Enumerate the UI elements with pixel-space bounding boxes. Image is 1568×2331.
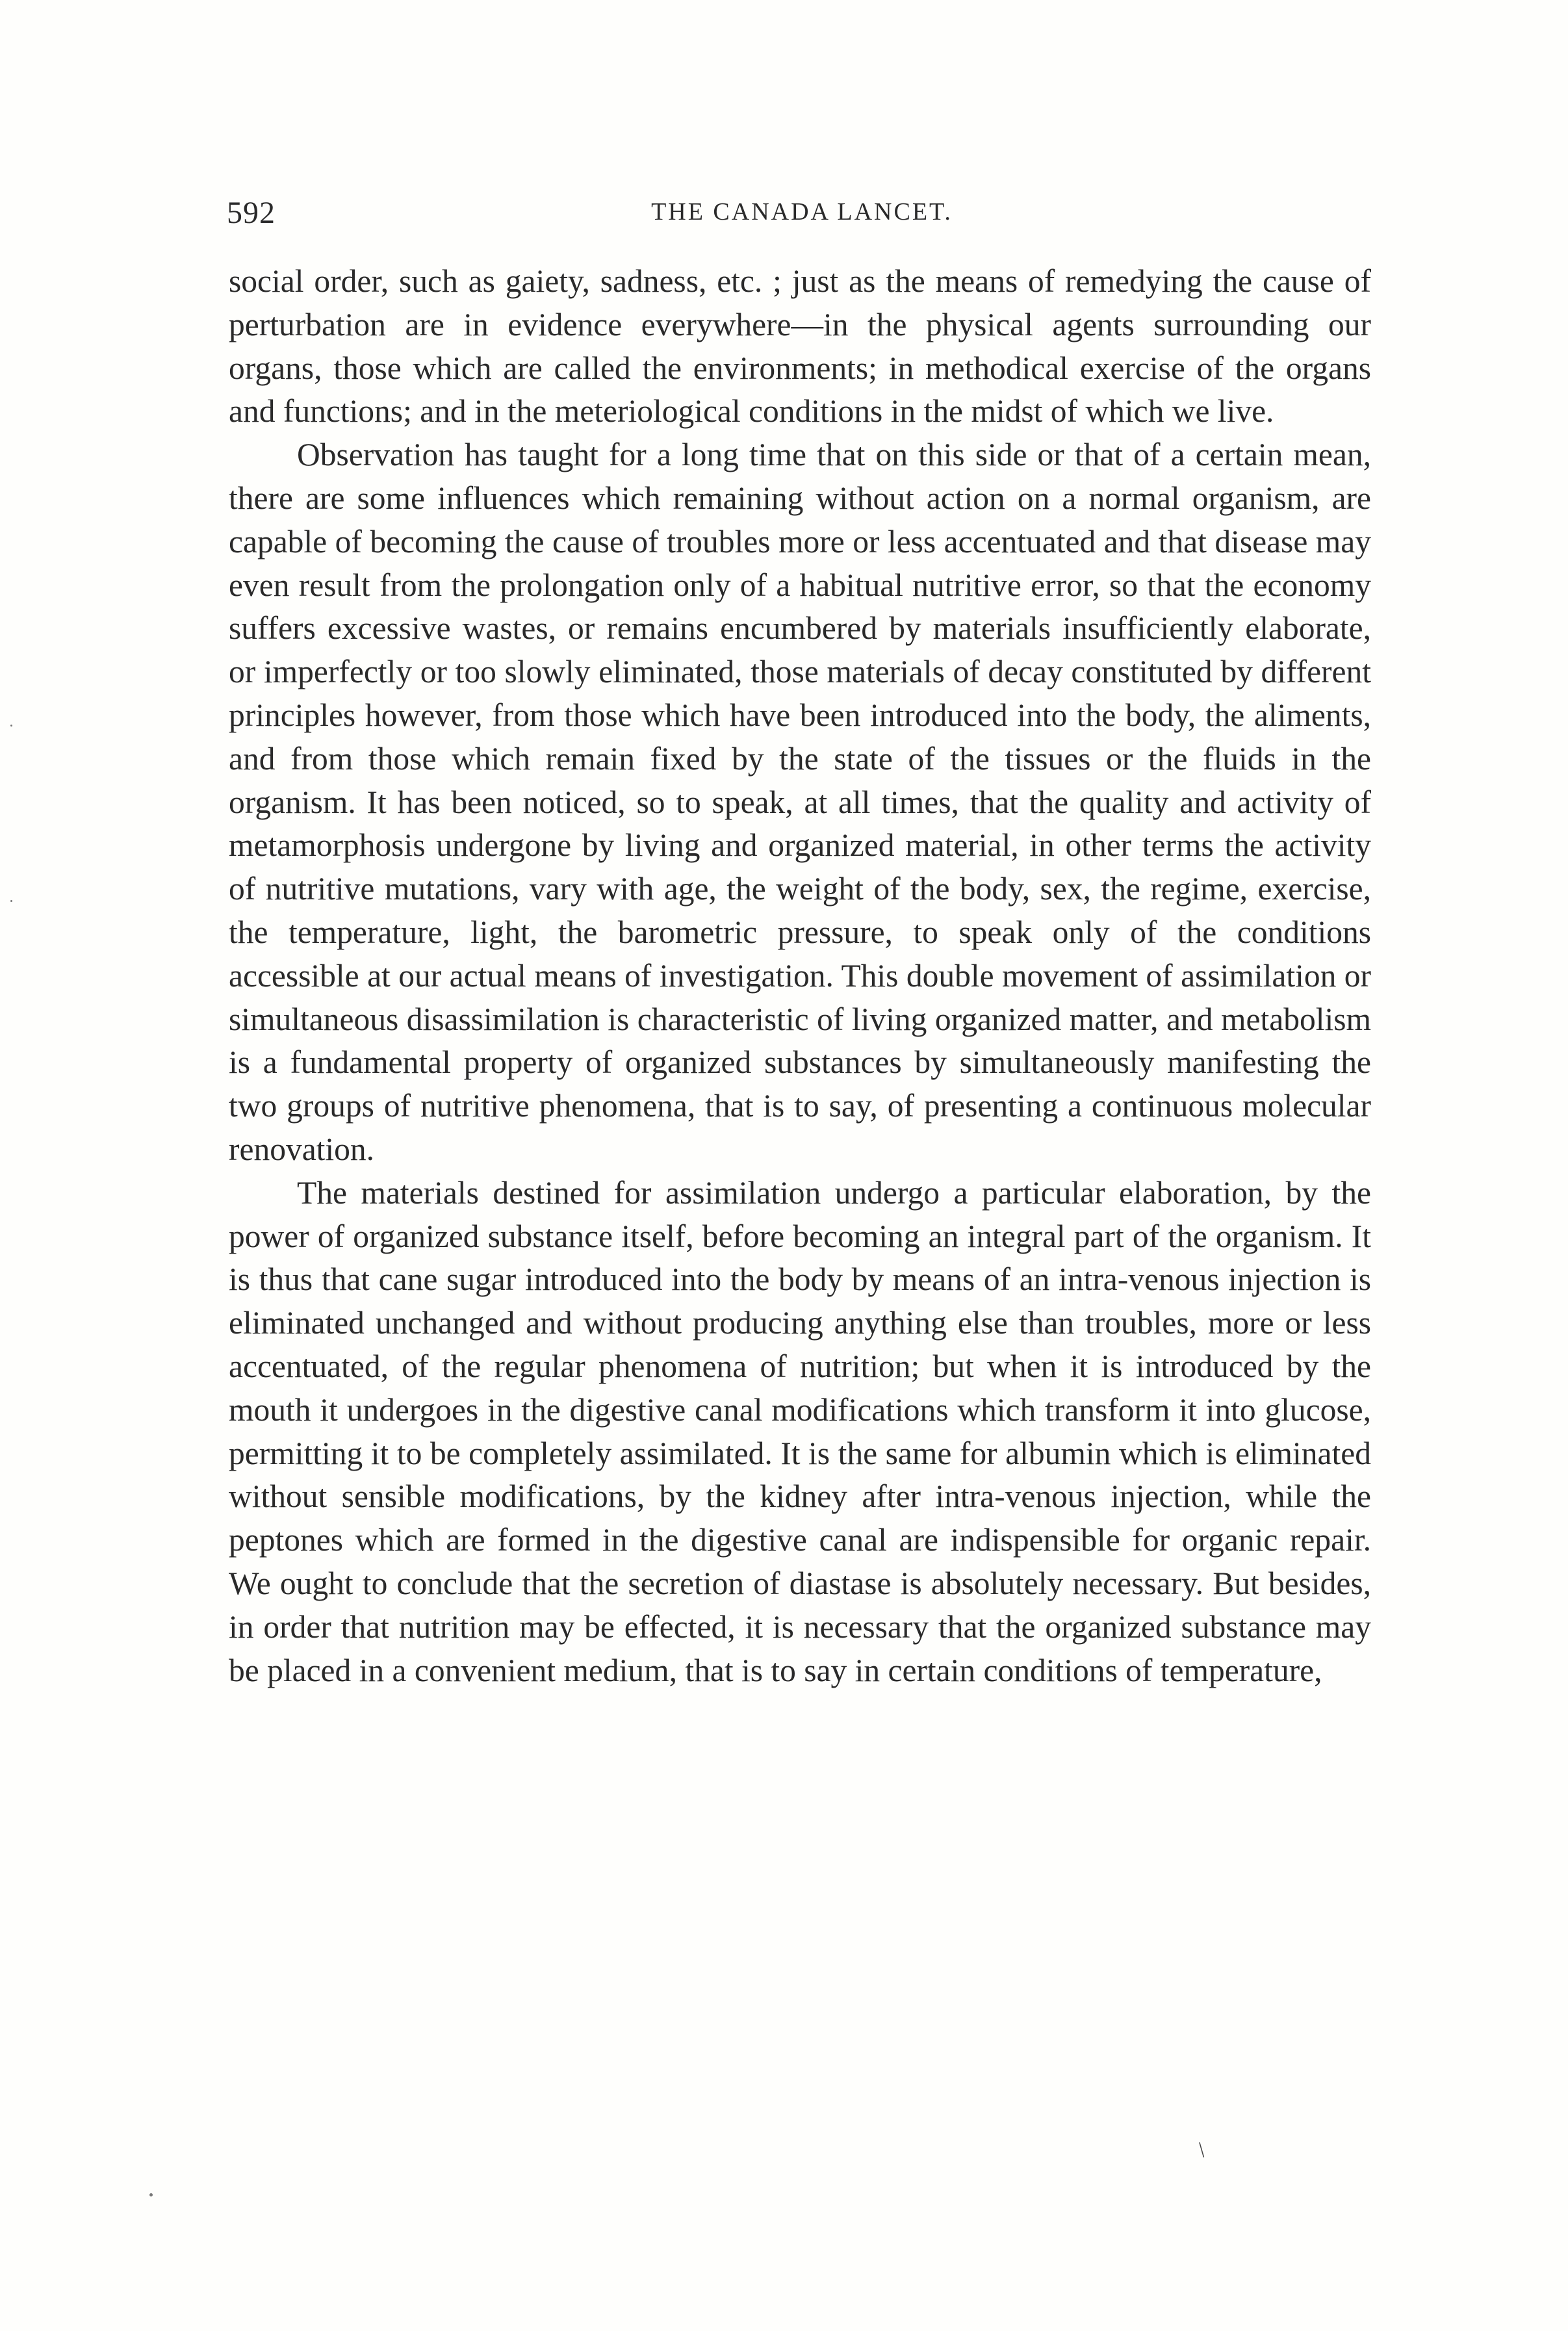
page-header bbox=[227, 195, 1377, 240]
stray-ink-mark: / bbox=[1192, 2138, 1211, 2162]
paper-speck bbox=[10, 725, 12, 727]
page-number: 592 bbox=[227, 196, 276, 230]
paper-speck bbox=[149, 2193, 153, 2196]
body-text bbox=[229, 260, 1371, 1692]
paragraph-assimilation: The materials destined for assimilation undergo a particular elaboration, by the power of organized substance itself, before becoming an integral part of the organism. It is thus that cane sugar introduced into the body by means of an intra-venous injection is eliminated unchanged and without producing anything else than troubles, more or less accentuated, of the regular phenomena of nutrition; but when it is introduced by the mouth it undergoes in the digestive canal modifications which transform it into glucose, permitting it to be completely assimilated. It is the same for albumin which is eliminated without sensible modifications, by the kidney after intra-venous injection, while the peptones which are formed in the digestive canal are indispensible for organic repair. We ought to conclude that the secretion of diastase is absolutely necessary. But besides, in order that nutrition may be effected, it is necessary that the organized substance may be placed in a convenient medium, that is to say in certain conditions of temperature, bbox=[229, 1174, 1371, 1688]
paper-speck bbox=[10, 900, 12, 902]
running-title: THE CANADA LANCET. bbox=[651, 198, 953, 225]
paragraph-observation: Observation has taught for a long time that on this side or that of a certain mean, there are some influences which remaining without action on a normal organism, are capable of becoming the cause of troubles more or less accentuated and that disease may even result from the prolongation only of a habitual nutritive error, so that the economy suffers excessive wastes, or remains encumbered by materials insufficiently elaborate, or imperfectly or too slowly eliminated, those materials of decay constituted by different principles however, from those which have been introduced into the body, the aliments, and from those which remain fixed by the state of the tissues or the fluids in the organism. It has been noticed, so to speak, at all times, that the quality and activity of metamorphosis undergone by living and organized material, in other terms the activity of nutritive mutations, vary with age, the weight of the body, sex, the regime, exercise, the temperature, light, the barometric pressure, to speak only of the conditions accessible at our actual means of investigation. This double movement of assimilation or simultaneous disassimilation is characteristic of living organized matter, and metabolism is a fundamental property of organized substances by simultaneously manifesting the two groups of nutritive phenomena, that is to say, of presenting a continuous molecular renovation. bbox=[229, 437, 1371, 1167]
paragraph-continued: social order, such as gaiety, sadness, etc. ; just as the means of remedying the cause of perturbation are in evidence everywhere—in the physical agents surrounding our organs, those which are called the environments; in methodical exercise of the organs and functions; and in the meteriological conditions in the midst of which we live. bbox=[229, 263, 1371, 430]
